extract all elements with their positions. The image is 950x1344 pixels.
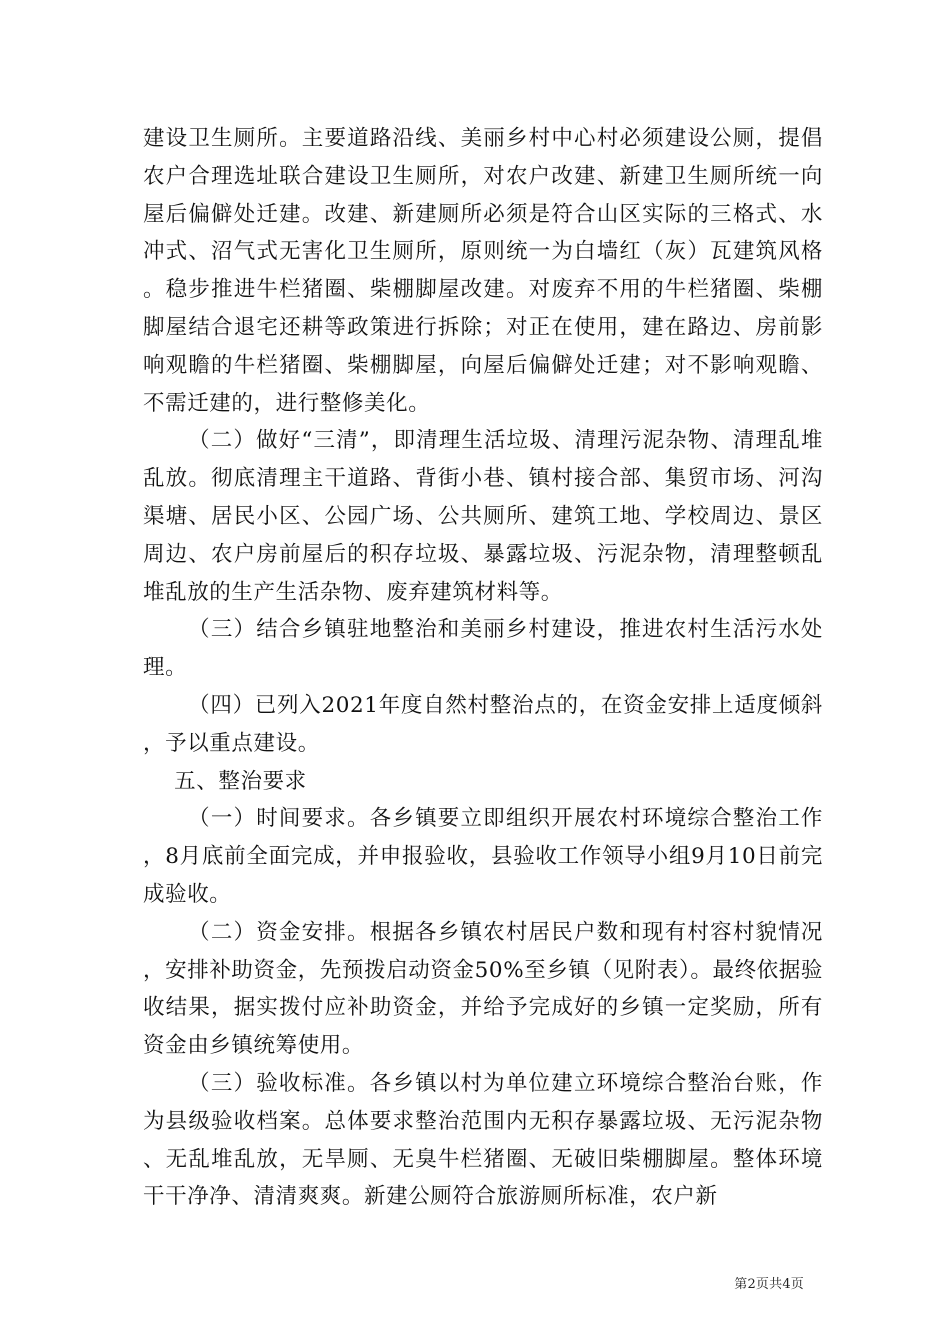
paragraph-time-requirement: （一）时间要求。各乡镇要立即组织开展农村环境综合整治工作，8月底前全面完成，并申报验收，县验收工作领导小组9月10日前完成验收。 xyxy=(143,806,823,907)
paragraph-sewage-treatment: （三）结合乡镇驻地整治和美丽乡村建设，推进农村生活污水处理。 xyxy=(143,617,823,681)
paragraph-toilet-construction: 建设卫生厕所。主要道路沿线、美丽乡村中心村必须建设公厕，提倡农户合理选址联合建设卫生厕所，对农户改建、新建卫生厕所统一向屋后偏僻处迁建。改建、新建厕所必须是符合山区实际的三格式、水冲式、沼气式无害化卫生厕所，原则统一为白墙红（灰）瓦建筑风格。稳步推进牛栏猪圈、柴棚脚屋改建。对废弃不用的牛栏猪圈、柴棚脚屋结合退宅还耕等政策进行拆除；对正在使用，建在路边、房前影响观瞻的牛栏猪圈、柴棚脚屋，向屋后偏僻处迁建；对不影响观瞻、不需迁建的，进行整修美化。 xyxy=(143,126,823,416)
paragraph-funding-arrangement: （二）资金安排。根据各乡镇农村居民户数和现有村容村貌情况，安排补助资金，先预拨启动资金50%至乡镇（见附表）。最终依据验收结果，据实拨付应补助资金，并给予完成好的乡镇一定奖励，所有资金由乡镇统筹使用。 xyxy=(143,919,823,1059)
page-number-footer: 第2页共4页 xyxy=(734,1277,804,1292)
document-body xyxy=(143,120,823,1216)
paragraph-key-construction: （四）已列入2021年度自然村整治点的，在资金安排上适度倾斜，予以重点建设。 xyxy=(143,692,823,756)
section-heading-requirements: 五、整治要求 xyxy=(174,768,307,794)
paragraph-acceptance-standard: （三）验收标准。各乡镇以村为单位建立环境综合整治台账，作为县级验收档案。总体要求整治范围内无积存暴露垃圾、无污泥杂物、无乱堆乱放，无旱厕、无臭牛栏猪圈、无破旧柴棚脚屋。整体环境干干净净、清清爽爽。新建公厕符合旅游厕所标准，农户新 xyxy=(143,1070,823,1210)
paragraph-three-cleanups: （二）做好“三清”，即清理生活垃圾、清理污泥杂物、清理乱堆乱放。彻底清理主干道路、背街小巷、镇村接合部、集贸市场、河沟渠塘、居民小区、公园广场、公共厕所、建筑工地、学校周边、景区周边、农户房前屋后的积存垃圾、暴露垃圾、污泥杂物，清理整顿乱堆乱放的生产生活杂物、废弃建筑材料等。 xyxy=(143,428,823,605)
